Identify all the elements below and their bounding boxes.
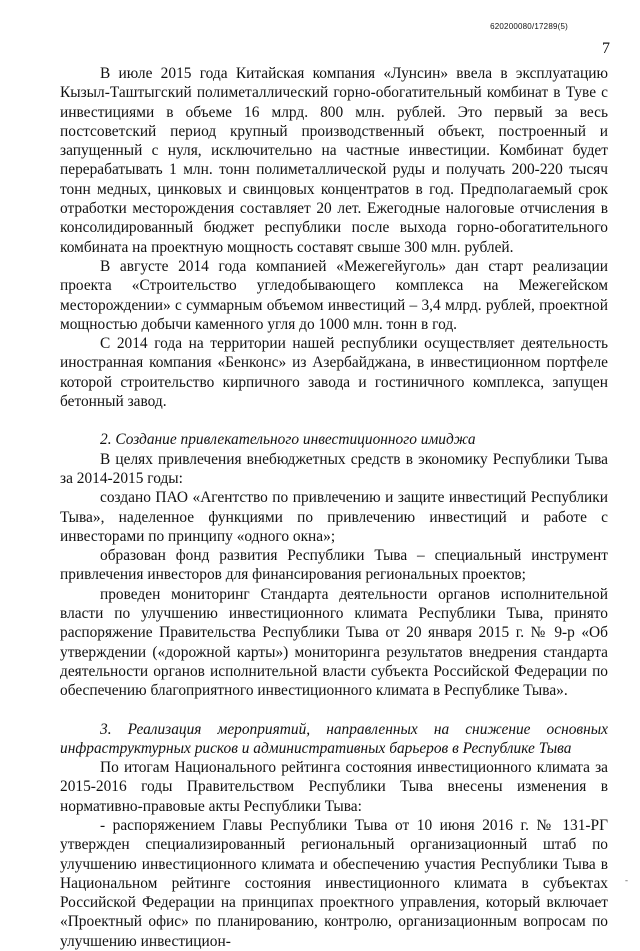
document-body bbox=[60, 64, 608, 951]
paragraph-rating: По итогам Национального рейтинга состояния инвестиционного климата за 2015-2016 годы Правительством Республики Тыва внесены изменения в нормативно-правовые акты Республики Тыва: bbox=[60, 759, 608, 815]
page-mark: - bbox=[625, 875, 628, 885]
paragraph-order: - распоряжением Главы Республики Тыва от 10 июня 2016 г. № 131-РГ утвержден специализированный региональный организационный штаб по улучшению инвестиционного климата и обеспечению участия Республики Тыва в Национальном рейтинге состояния инвестиционного климата в субъектах Российской Федерации на принципах проектного управления, который включает «Проектный офис» по планированию, контролю, организационным вопросам по улучшению инвестицион- bbox=[60, 816, 608, 950]
section-heading-2: 2. Создание привлекательного инвестиционного имиджа bbox=[100, 431, 476, 449]
paragraph-intro-measures: В целях привлечения внебюджетных средств в экономику Республики Тыва за 2014-2015 годы: bbox=[60, 450, 608, 487]
paragraph-benkons: С 2014 года на территории нашей республики осуществляет деятельность иностранная компания «Бенконс» из Азербайджана, в инвестиционном портфеле которой строительство кирпичного завода и гостиничного комплекса, запущен бетонный завод. bbox=[60, 335, 608, 411]
section-gap bbox=[60, 701, 608, 720]
document-id: 620200080/17289(5) bbox=[490, 22, 568, 31]
section-heading-3: 3. Реализация мероприятий, направленных на снижение основных инфраструктурных рисков и административных барьеров в Республике Тыва bbox=[60, 720, 608, 757]
paragraph-lunsin: В июле 2015 года Китайская компания «Лунсин» ввела в эксплуатацию Кызыл-Таштыгский полиметаллический горно-обогатительный комбинат в Туве с инвестициями в объеме 16 млрд. 800 млн. рублей. Это первый за весь постсоветский период крупный производственный объект, построенный и запущенный с нуля, исключительно на частные инвестиции. Комбинат будет перерабатывать 1 млн. тонн полиметаллической руды и получать 200-220 тысяч тонн медных, цинковых и свинцовых концентратов в год. Предполагаемый срок отработки месторождения составляет 20 лет. Ежегодные налоговые отчисления в консолидированный бюджет республики после выхода горно-обогатительного комбината на проектную мощность составят свыше 300 млн. рублей. bbox=[60, 65, 608, 256]
paragraph-agency: создано ПАО «Агентство по привлечению и защите инвестиций Республики Тыва», наделенное функциями по привлечению инвестиций и работе с инвесторами по принципу «одного окна»; bbox=[60, 489, 608, 545]
paragraph-monitoring: проведен мониторинг Стандарта деятельности органов исполнительной власти по улучшению инвестиционного климата Республики Тыва, принято распоряжение Правительства Республики Тыва от 20 января 2015 г. № 9-р «Об утверждении («дорожной карты») мониторинга результатов внедрения стандарта деятельности органов исполнительной власти субъекта Российской Федерации по обеспечению благоприятного инвестиционного климата в Республике Тыва». bbox=[60, 585, 608, 700]
paragraph-fund: образован фонд развития Республики Тыва – специальный инструмент привлечения инвесторов для финансирования региональных проектов; bbox=[60, 547, 608, 584]
section-gap bbox=[60, 411, 608, 430]
paragraph-mezhegeyugol: В августе 2014 года компанией «Межегейуголь» дан старт реализации проекта «Строительство угледобывающего комплекса на Межегейском месторождении» с суммарным объемом инвестиций – 3,4 млрд. рублей, проектной мощностью добычи каменного угля до 1000 млн. тонн в год. bbox=[60, 257, 608, 333]
page-number: 7 bbox=[602, 40, 610, 57]
